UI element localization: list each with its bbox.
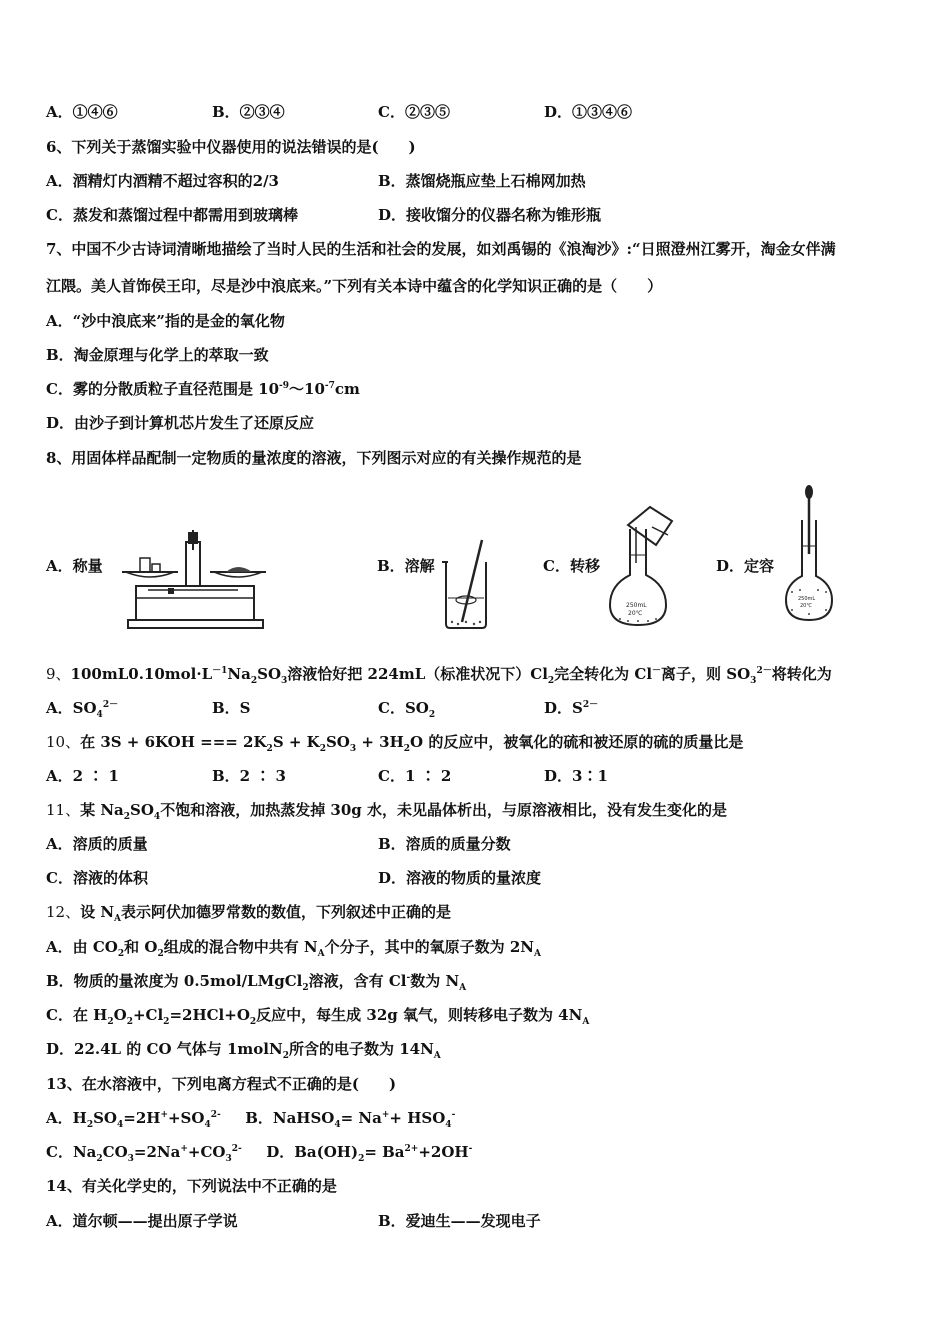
q13-option-d: D．$Ba(OH)_2= Ba^{2+}+2OH^-$	[266, 1143, 473, 1164]
q7-stem-line2: 江隈。美人首饰侯王印，尽是沙中浪底来。”下列有关本诗中蕴含的化学知识正确的是（ ）	[46, 277, 663, 295]
q9-option-c: C．$SO_2$	[378, 699, 436, 720]
q14-option-a: A．道尔顿——提出原子学说	[46, 1212, 238, 1230]
q12-option-a: A．由 $CO_2$和 $O_2$组成的混合物中共有 $N_A$个分子，其中的氧原子数为 $2N_A$	[46, 938, 541, 959]
q7-option-a: A．“沙中浪底来”指的是金的氧化物	[46, 312, 285, 330]
q11-option-c: C．溶液的体积	[46, 869, 148, 887]
q13-option-b: B．NaHSO$_4$= $Na^++ HSO_4^-$	[245, 1109, 456, 1130]
q13-options-ab	[46, 1108, 455, 1128]
q13-stem: 13、在水溶液中，下列电离方程式不正确的是( )	[46, 1075, 397, 1093]
q9-option-b: B．S	[212, 699, 251, 717]
volumetric-flask-dropper-figure	[782, 484, 838, 624]
q14-stem: 14、有关化学史的，下列说法中不正确的是	[46, 1177, 337, 1195]
svg-text:20℃: 20℃	[800, 603, 812, 609]
q6-option-a: A．酒精灯内酒精不超过容积的2/3	[46, 172, 279, 190]
q11-stem: 11、某 $Na_2SO_4$不饱和溶液，加热蒸发掉 30g 水，未见晶体析出，与原溶液相比，没有发生变化的是	[46, 801, 727, 822]
q7-stem-line1: 7、中国不少古诗词清晰地描绘了当时人民的生活和社会的发展，如刘禹锡的《浪淘沙》:“日照澄州江雾开，淘金女伴满	[46, 240, 836, 258]
q6-stem: 6、下列关于蒸馏实验中仪器使用的说法错误的是( )	[46, 138, 416, 156]
q12-option-d: D．22.4L 的 CO 气体与 1molN$_2$所含的电子数为 $14N_A$	[46, 1040, 441, 1061]
q10-stem: 10、在 3S + 6KOH === $2K_2S + K_2SO_3 + 3H_2O$ 的反应中，被氧化的硫和被还原的硫的质量比是	[46, 733, 744, 754]
q12-option-b: B．物质的量浓度为 0.5mol/LMgCl$_2$溶液，含有 Cl-数为 $N_A$	[46, 972, 467, 993]
q14-option-b: B．爱迪生——发现电子	[378, 1212, 541, 1230]
q9-option-a: A．$SO_4^{2-}$	[46, 699, 119, 720]
q10-option-b: B．2 ∶ 3	[212, 767, 286, 785]
q13-option-a: A．$H_2SO_4=2H^++SO_4^{2-}$	[46, 1109, 221, 1130]
q8-label-a: A．称量	[46, 557, 103, 575]
q10-option-d: D．3∶1	[544, 767, 608, 785]
q6-option-b: B．蒸馏烧瓶应垫上石棉网加热	[378, 172, 586, 190]
svg-text:250mL: 250mL	[626, 602, 647, 609]
q9-option-d: D．$S^{2-}$	[544, 699, 599, 717]
q8-label-b: B．溶解	[377, 557, 435, 575]
q12-option-c: C．在 $H_2O_2+Cl_2=2HCl+O_2$反应中，每生成 32g 氧气，则转移电子数为 $4N_A$	[46, 1006, 590, 1027]
q13-options-cd	[46, 1142, 472, 1162]
q6-option-c: C．蒸发和蒸馏过程中都需用到玻璃棒	[46, 206, 298, 224]
q6-option-d: D．接收馏分的仪器名称为锥形瓶	[378, 206, 602, 224]
q5-option-b: B．②③④	[212, 103, 285, 121]
q5-option-a: A．①④⑥	[46, 103, 118, 121]
q12-stem: 12、设 $N_A$表示阿伏加德罗常数的数值，下列叙述中正确的是	[46, 903, 452, 924]
q7-option-c: C．雾的分散质粒子直径范围是 $10^{-9}\sim 10^{-7}cm$	[46, 380, 360, 398]
balance-scale-figure	[118, 528, 268, 630]
q9-stem: 9、$100mL0.10mol\cdot L^{-1}Na_2SO_3$溶液恰好把 224mL（标准状况下）$Cl_2$完全转化为 Cl－离子，则 $SO_3^{2-}$将转化为	[46, 665, 832, 686]
volumetric-flask-transfer-figure	[606, 505, 678, 629]
q11-option-b: B．溶质的质量分数	[378, 835, 511, 853]
svg-text:250mL: 250mL	[798, 596, 816, 602]
q10-option-a: A．2 ∶ 1	[46, 767, 119, 785]
q10-option-c: C．1 ∶ 2	[378, 767, 452, 785]
q11-option-d: D．溶液的物质的量浓度	[378, 869, 542, 887]
beaker-stirring-figure	[440, 538, 492, 630]
q5-option-d: D．①③④⑥	[544, 103, 633, 121]
q11-option-a: A．溶质的质量	[46, 835, 148, 853]
q8-stem: 8、用固体样品配制一定物质的量浓度的溶液，下列图示对应的有关操作规范的是	[46, 449, 582, 467]
q5-option-c: C．②③⑤	[378, 103, 450, 121]
q7-option-d: D．由沙子到计算机芯片发生了还原反应	[46, 414, 315, 432]
q8-label-d: D．定容	[716, 557, 775, 575]
q13-option-c: C．$Na_2CO_3=2Na^++CO_3^{2-}$	[46, 1143, 242, 1164]
q7-option-b: B．淘金原理与化学上的萃取一致	[46, 346, 269, 364]
svg-text:20℃: 20℃	[628, 610, 643, 617]
q8-label-c: C．转移	[543, 557, 600, 575]
